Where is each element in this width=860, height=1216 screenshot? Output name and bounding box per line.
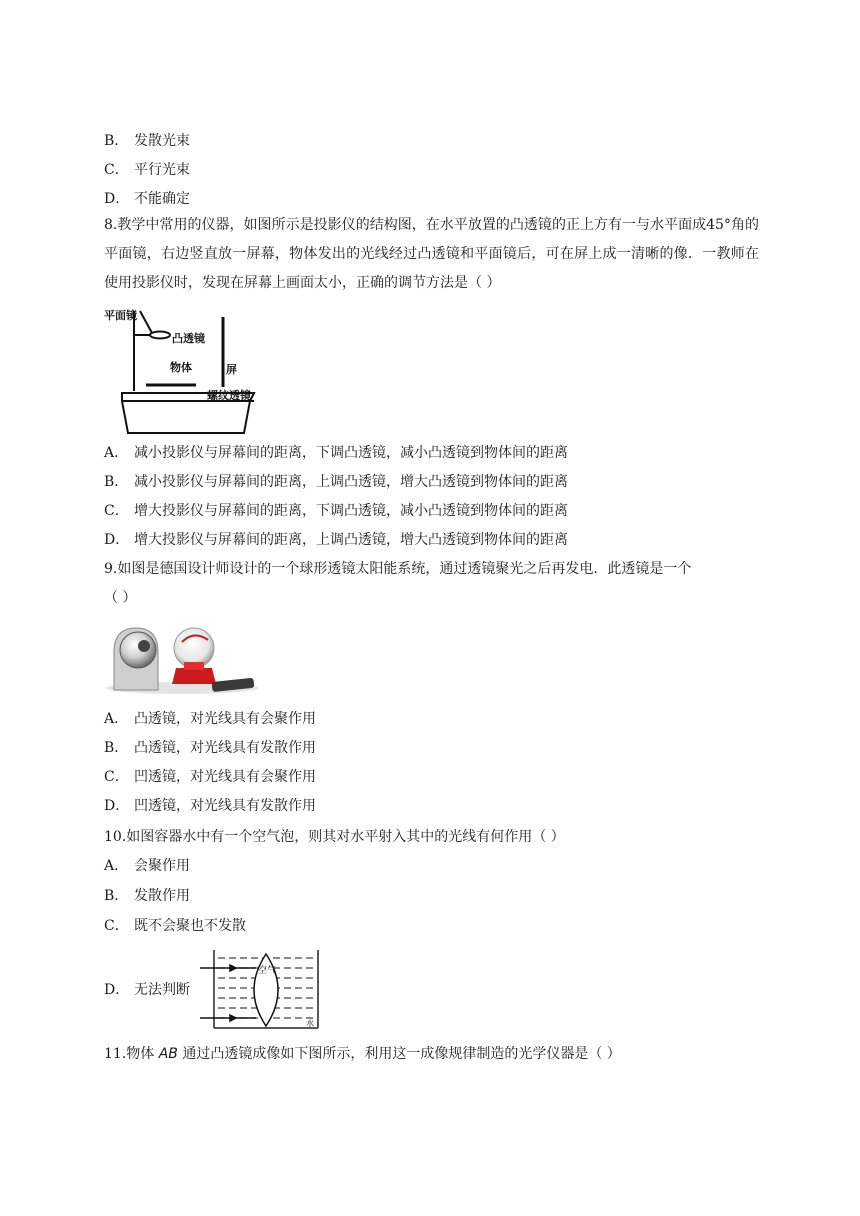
option-text: 增大投影仪与屏幕间的距离，上调凸透镜，增大凸透镜到物体间的距离 xyxy=(134,532,568,548)
q7-option-d xyxy=(104,189,190,209)
q9-option-b xyxy=(104,738,316,758)
option-text: 凹透镜，对光线具有会聚作用 xyxy=(134,769,316,785)
option-text: 无法判断 xyxy=(134,982,190,998)
option-text: 增大投影仪与屏幕间的距离，下调凸透镜，减小凸透镜到物体间的距离 xyxy=(134,503,568,519)
question-number: 9. xyxy=(104,561,118,577)
option-letter: B． xyxy=(104,888,129,904)
q8-option-d xyxy=(104,530,568,550)
option-letter: D． xyxy=(104,191,130,207)
option-letter: B． xyxy=(104,133,129,149)
option-text: 发散光束 xyxy=(134,133,190,149)
option-text: 凸透镜，对光线具有会聚作用 xyxy=(134,711,316,727)
solar-lens-photo xyxy=(104,622,260,694)
q10-stem xyxy=(104,827,565,847)
option-letter: B． xyxy=(104,474,129,490)
option-letter: C． xyxy=(104,769,129,785)
question-text-after: 通过凸透镜成像如下图所示，利用这一成像规律制造的光学仪器是（ ） xyxy=(177,1046,621,1062)
option-letter: D． xyxy=(104,798,130,814)
option-letter: D． xyxy=(104,982,130,998)
question-text: 如图容器水中有一个空气泡，则其对水平射入其中的光线有何作用（ ） xyxy=(126,829,565,845)
option-letter: C． xyxy=(104,918,129,934)
label-water: 水 xyxy=(306,1019,314,1028)
question-number: 8. xyxy=(104,217,118,233)
option-text: 减小投影仪与屏幕间的距离，下调凸透镜，减小凸透镜到物体间的距离 xyxy=(134,445,568,461)
air-bubble xyxy=(254,954,278,1026)
option-letter: B． xyxy=(104,740,129,756)
option-text: 平行光束 xyxy=(134,162,190,178)
q9-option-a xyxy=(104,709,316,729)
question-number: 11. xyxy=(104,1046,127,1062)
option-letter: C． xyxy=(104,503,129,519)
q8-option-a xyxy=(104,443,568,463)
option-letter: D． xyxy=(104,532,130,548)
q10-option-a xyxy=(104,856,190,876)
question-text: 如图是德国设计师设计的一个球形透镜太阳能系统，通过透镜聚光之后再发电．此透镜是一个 xyxy=(117,561,692,577)
label-object: 物体 xyxy=(170,361,192,374)
light-rays xyxy=(200,965,256,1021)
q7-option-b xyxy=(104,131,190,151)
q10-option-b xyxy=(104,886,190,906)
q9-option-d xyxy=(104,796,316,816)
option-letter: C． xyxy=(104,162,129,178)
object-label-ab: AB xyxy=(158,1046,178,1062)
option-text: 减小投影仪与屏幕间的距离，上调凸透镜，增大凸透镜到物体间的距离 xyxy=(134,474,568,490)
q9-stem-line1 xyxy=(104,559,691,579)
air-bubble-diagram xyxy=(196,946,324,1030)
label-air: 空气 xyxy=(258,966,277,976)
option-text: 既不会聚也不发散 xyxy=(134,918,246,934)
option-text: 不能确定 xyxy=(134,191,190,207)
option-letter: A． xyxy=(104,858,129,874)
option-text: 凸透镜，对光线具有发散作用 xyxy=(134,740,316,756)
option-text: 会聚作用 xyxy=(134,858,190,874)
option-text: 凹透镜，对光线具有发散作用 xyxy=(134,798,316,814)
q8-stem xyxy=(104,211,759,298)
projector-diagram xyxy=(104,305,269,437)
convex-lens xyxy=(150,332,170,339)
question-text: 教学中常用的仪器，如图所示是投影仪的结构图，在水平放置的凸透镜的正上方有一与水平面成45°角的平面镜，右边竖直放一屏幕，物体发出的光线经过凸透镜和平面镜后，可在屏上成一清晰的像．一教师在使用投影仪时，发现在屏幕上画面太小，正确的调节方法是（ ） xyxy=(104,217,759,291)
label-fresnel: 螺纹透镜 xyxy=(207,389,251,402)
q9-option-c xyxy=(104,767,316,787)
option-letter: A． xyxy=(104,445,129,461)
q10-option-c xyxy=(104,916,246,936)
label-mirror: 平面镜 xyxy=(104,309,137,322)
q8-option-b xyxy=(104,472,568,492)
label-lens: 凸透镜 xyxy=(172,332,205,345)
q9-stem-line2: （ ） xyxy=(104,590,137,606)
question-number: 10. xyxy=(104,829,127,845)
option-letter: A． xyxy=(104,711,129,727)
option-text: 发散作用 xyxy=(134,888,190,904)
q7-option-c xyxy=(104,160,190,180)
plane-mirror xyxy=(140,311,152,333)
question-text-before: 物体 xyxy=(126,1046,159,1062)
q11-stem xyxy=(104,1044,621,1064)
q10-option-d xyxy=(104,980,190,1000)
label-screen: 屏 xyxy=(226,363,237,376)
q8-option-c xyxy=(104,501,568,521)
